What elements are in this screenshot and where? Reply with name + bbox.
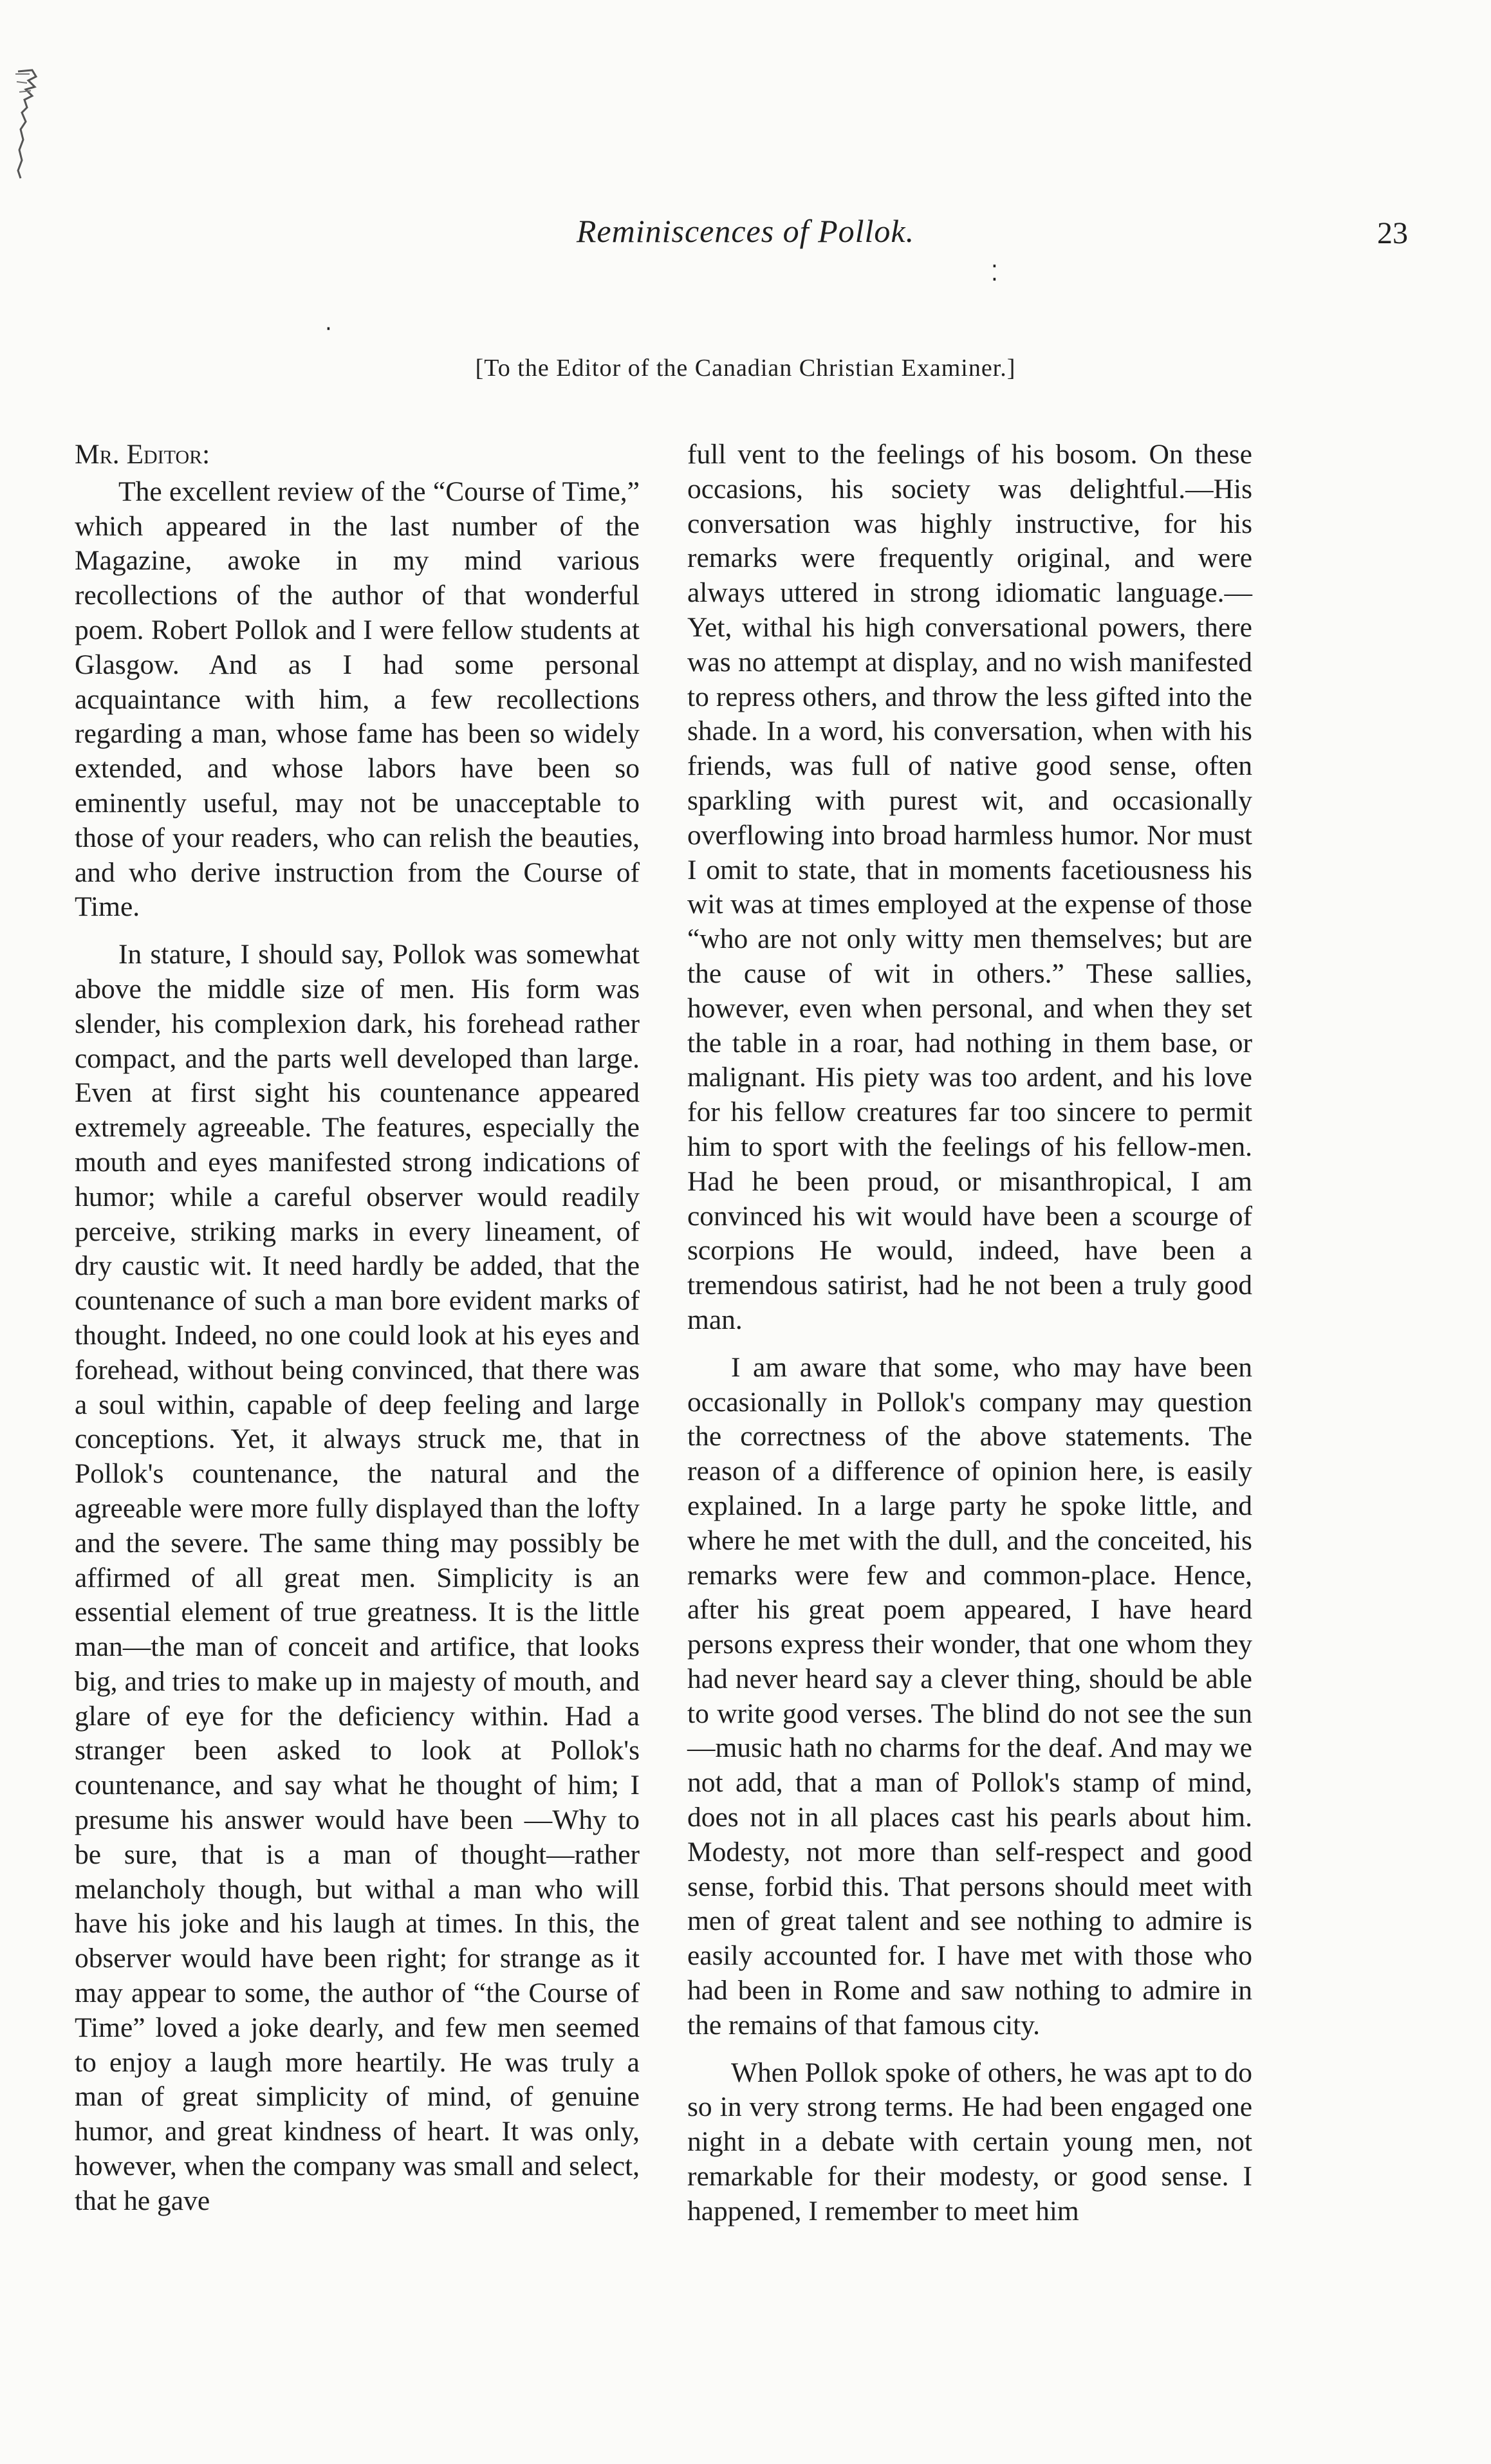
- page-number: 23: [1377, 216, 1408, 250]
- editor-address-line: [To the Editor of the Canadian Christian Examiner.]: [475, 355, 1016, 382]
- left-column: [75, 438, 640, 2242]
- paragraph-continued: full vent to the feelings of his bosom. On these occasions, his society was delightful.—His conversation was highly instructive, for his remarks were frequently original, and were always uttered in strong idiomatic language.—Yet, withal his high conversational powers, there was no attempt at display, and no wish manifested to repress others, and throw the less gifted into the shade. In a word, his conversation, when with his friends, was full of native good sense, often sparkling with purest wit, and occasionally overflowing into broad harmless humor. Nor must I omit to state, that in moments facetiousness his wit was at times employed at the expense of those “who are not only witty men themselves; but are the cause of wit in others.” These sallies, however, even when personal, and when they set the table in a roar, had nothing in them base, or malignant. His piety was too ardent, and his love for his fellow creatures far too sincere to permit him to sport with the feelings of his fellow-men. Had he been proud, or misanthropical, I am convinced his wit would have been a scourge of scorpions He would, indeed, have been a tremendous satirist, had he not been a truly good man.: [687, 439, 1252, 1335]
- salutation: Mr. Editor:: [75, 439, 210, 470]
- paragraph: I am aware that some, who may have been occasionally in Pollok's company may question the correctness of the above statements. The reason of a difference of opinion here, is easily explained. In a large party he spoke little, and where he met with the dull, and the conceited, his remarks were few and common-place. Hence, after his great poem appeared, I have heard persons express their wonder, that one whom they had never heard say a clever thing, should be able to write good verses. The blind do not see the sun—music hath no charms for the deaf. And may we not add, that a man of Pollok's stamp of mind, does not in all places cast his pearls about him. Modesty, not more than self-respect and good sense, forbid this. That persons should meet with men of great talent and see nothing to admire is easily accounted for. I have met with those who had been in Rome and saw nothing to admire in the remains of that famous city.: [687, 1351, 1252, 2041]
- paragraph: The excellent review of the “Course of Time,” which appeared in the last number of the Magazine, awoke in my mind various recollections of the author of that wonderful poem. Robert Pollok and I were fellow students at Glasgow. And as I had some personal acquaintance with him, a few recollections regarding a man, whose fame has been so widely extended, and whose labors have been so eminently useful, may not be unacceptable to those of your readers, who can relish the beauties, and who derive instruction from the Course of Time.: [75, 476, 640, 923]
- running-title: Reminiscences of Pollok.: [576, 213, 915, 249]
- article-body: [75, 438, 1252, 2242]
- margin-ink-blot: [13, 68, 40, 180]
- print-speck: ⁚: [991, 262, 998, 286]
- right-column: [687, 438, 1252, 2242]
- paragraph: When Pollok spoke of others, he was apt to do so in very strong terms. He had been engaged one night in a debate with certain young men, not remarkable for their modesty, or good sense. I happened, I remember to meet him: [687, 2057, 1252, 2227]
- paragraph: In stature, I should say, Pollok was somewhat above the middle size of men. His form was slender, his complexion dark, his forehead rather compact, and the parts well developed than large. Even at first sight his countenance appeared extremely agreeable. The features, especially the mouth and eyes manifested strong indications of humor; while a careful observer would readily perceive, striking marks in every lineament, of dry caustic wit. It need hardly be added, that the countenance of such a man bore evident marks of thought. Indeed, no one could look at his eyes and forehead, without being convinced, that there was a soul within, capable of deep feeling and large conceptions. Yet, it always struck me, that in Pollok's countenance, the natural and the agreeable were more fully displayed than the lofty and the severe. The same thing may possibly be affirmed of all great men. Simplicity is an essential element of true greatness. It is the little man—the man of conceit and artifice, that looks big, and tries to make up in majesty of mouth, and glare of eye for the deficiency within. Had a stranger been asked to look at Pollok's countenance, and say what he thought of him; I presume his answer would have been —Why to be sure, that is a man of thought—rather melancholy though, but withal a man who will have his joke and his laugh at times. In this, the observer would have been right; for strange as it may appear to some, the author of “the Course of Time” loved a joke dearly, and few men seemed to enjoy a laugh more heartily. He was truly a man of great simplicity of mind, of genuine humor, and great kindness of heart. It was only, however, when the company was small and select, that he gave: [75, 939, 640, 2216]
- print-speck: ‧: [325, 318, 332, 342]
